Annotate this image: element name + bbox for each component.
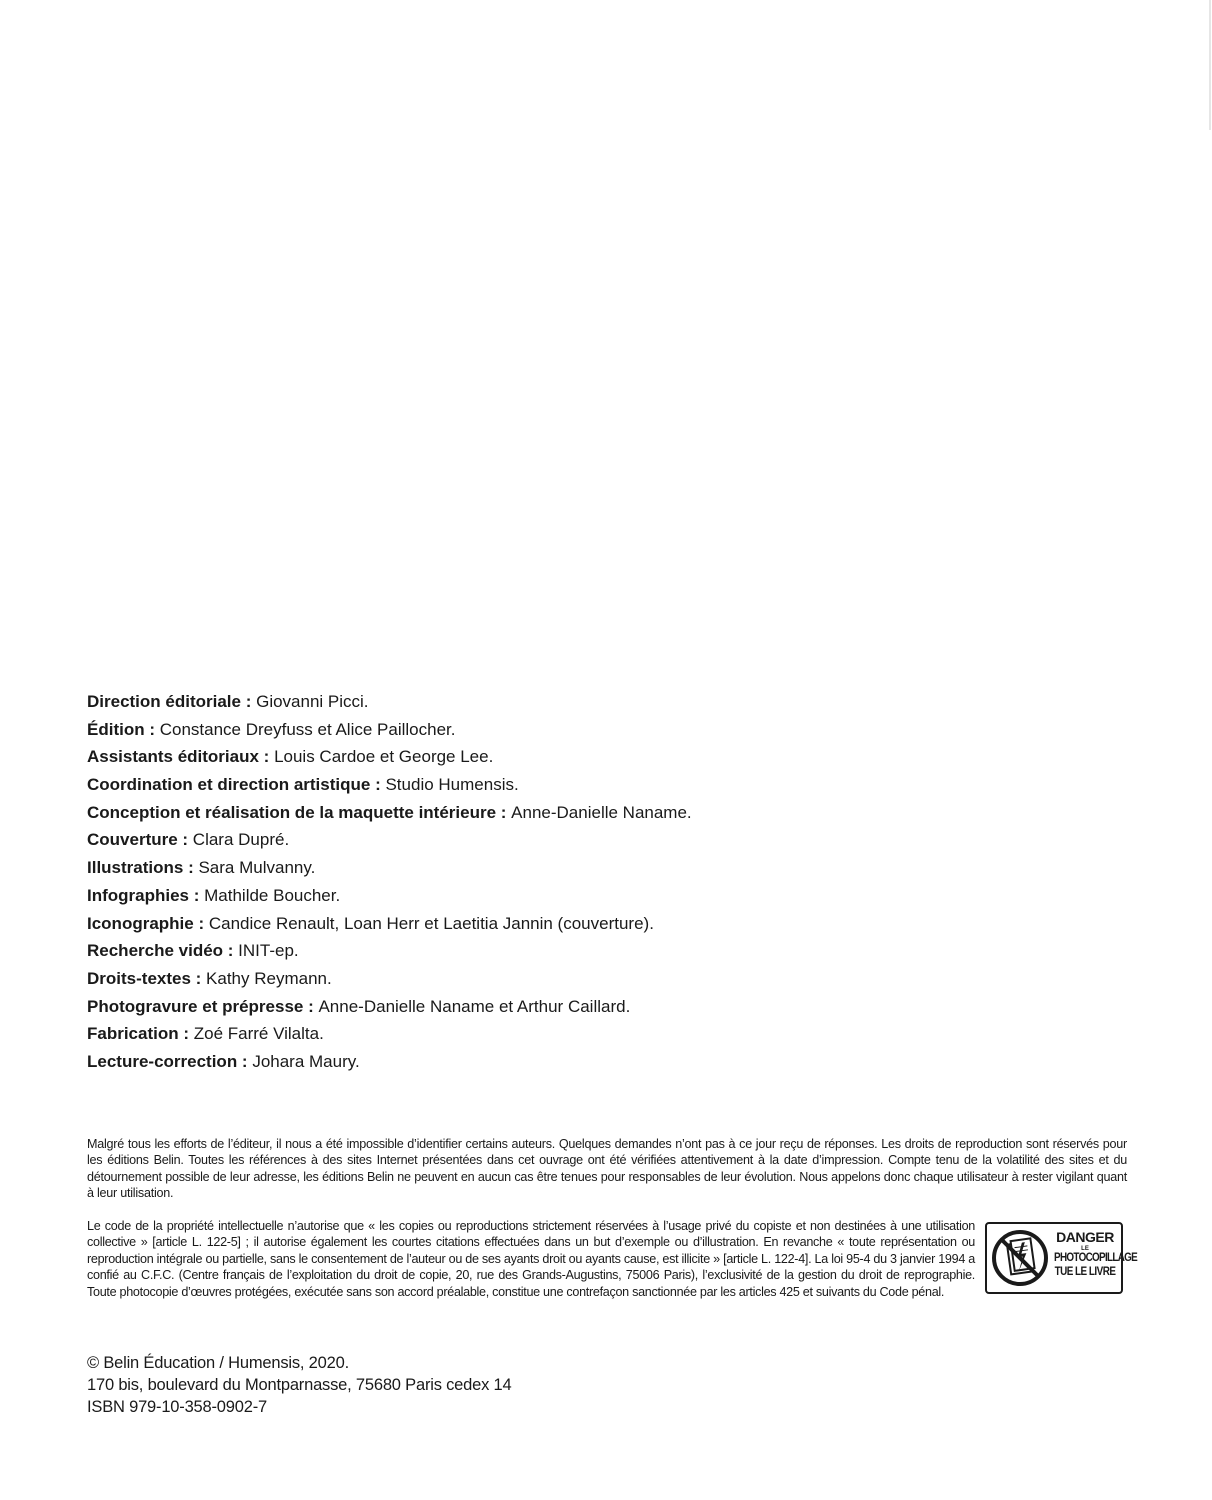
publisher-address: 170 bis, boulevard du Montparnasse, 75680 Paris cedex 14 [87,1376,512,1394]
credit-line [87,912,987,940]
credit-name: Louis Cardoe et George Lee. [274,747,494,767]
credit-role: Recherche vidéo [87,941,224,961]
credit-separator: : [370,775,386,795]
credit-role: Illustrations [87,858,184,878]
credit-separator: : [240,692,257,711]
credit-separator: : [223,941,239,961]
credit-role: Iconographie [87,913,194,933]
credit-role: Photogravure et prépresse [87,996,304,1016]
credit-role: Assistants éditoriaux [87,747,259,767]
credit-separator: : [178,1024,194,1044]
credit-name: Sara Mulvanny. [198,858,316,878]
imprint-block [87,1352,512,1418]
page-edge-line [1209,0,1211,130]
credit-role: Édition [87,719,145,739]
credit-role: Fabrication [87,1024,179,1044]
credit-line [87,967,987,995]
danger-tue-le-livre: TUE LE LIVRE [1054,1265,1116,1278]
credit-role: Direction éditoriale [87,692,241,711]
credit-name: Johara Maury. [252,1051,360,1071]
credit-name: Anne-Danielle Naname et Arthur Caillard. [318,996,631,1016]
credit-name: Studio Humensis. [385,775,519,795]
isbn: ISBN 979-10-358-0902-7 [87,1398,267,1416]
credit-role: Coordination et direction artistique [87,775,371,795]
credit-line [87,690,987,718]
credit-line [87,1050,987,1078]
credit-name: Candice Renault, Loan Herr et Laetitia Jannin (couverture). [208,913,654,933]
credit-line [87,856,987,884]
credit-separator: : [303,996,319,1016]
credit-line [87,801,987,829]
copyright-law-notice: Le code de la propriété intellectuelle n’autorise que « les copies ou reproductions strictement réservées à l’usage privé du copiste et non destinées à une utilisation collective » [article L. 122-5] ; il autorise également les courtes citations effectuées dans un but d’exemple ou d’illustration. En revanche « toute représentation ou reproduction intégrale ou partielle, sans le consentement de l’auteur ou de ses ayants droit ou ayants cause, est illicite » [article L. 122-4]. La loi 95-4 du 3 janvier 1994 a confié au C.F.C. (Centre français de l’exploitation du droit de copie, 20, rue des Grands-Augustins, 75006 Paris), l’exclusivité de la gestion du droit de reprographie. Toute photocopie d’œuvres protégées, exécutée sans son accord préalable, constitue une contrefaçon sanctionnée par les articles 425 et suivants du Code pénal. [87,1219,975,1299]
credit-role: Couverture [87,830,178,850]
credit-line [87,939,987,967]
credit-line [87,773,987,801]
danger-le: LE [1081,1246,1089,1252]
no-photocopy-icon [991,1229,1049,1287]
publisher-disclaimer: Malgré tous les efforts de l’éditeur, il nous a été impossible d’identifier certains auteurs. Quelques demandes n’ont pas à ce jour reçu de réponses. Les droits de reproduction sont réservés pour les éditions Belin. Toutes les références à des sites Internet présentées dans cet ouvrage ont été vérifiées attentivement à la date d’impression. Compte tenu de la volatilité des sites et du détournement possible de leur adresse, les éditions Belin ne peuvent en aucun cas être tenues pour responsables de leur évolution. Nous appelons donc chaque utilisateur à rester vigilant quant à leur utilisation. [87,1137,1127,1201]
credit-separator: : [189,885,205,905]
credit-line [87,828,987,856]
danger-word: DANGER [1056,1229,1114,1245]
credit-separator: : [177,830,193,850]
credit-name: Anne-Danielle Naname. [511,802,692,822]
credit-role: Droits-textes [87,968,191,988]
danger-photocopillage-logo [985,1222,1138,1294]
credit-name: Kathy Reymann. [206,968,332,988]
danger-text [1049,1229,1138,1278]
credit-name: Constance Dreyfuss et Alice Paillocher. [159,719,456,739]
danger-photocopillage: PHOTOCOPILLAGE [1054,1252,1138,1264]
credit-line [87,745,987,773]
copyright-line: © Belin Éducation / Humensis, 2020. [87,1354,349,1372]
credit-name: Mathilde Boucher. [204,885,341,905]
credit-separator: : [496,802,512,822]
credit-name: Zoé Farré Vilalta. [193,1024,324,1044]
credit-name: Giovanni Picci. [256,692,369,711]
credit-line [87,718,987,746]
credit-separator: : [237,1051,253,1071]
credit-line [87,995,987,1023]
credit-name: INIT-ep. [238,941,299,961]
credit-line [87,1022,987,1050]
credit-role: Conception et réalisation de la maquette intérieure [87,802,497,822]
credit-separator: : [183,858,199,878]
credit-separator: : [258,747,275,767]
credit-role: Infographies [87,885,190,905]
credits-list [87,690,987,1078]
credit-separator: : [144,719,160,739]
credit-separator: : [193,913,209,933]
credit-role: Lecture-correction [87,1051,238,1071]
credit-separator: : [190,968,207,988]
credit-line [87,884,987,912]
credit-name: Clara Dupré. [192,830,290,850]
